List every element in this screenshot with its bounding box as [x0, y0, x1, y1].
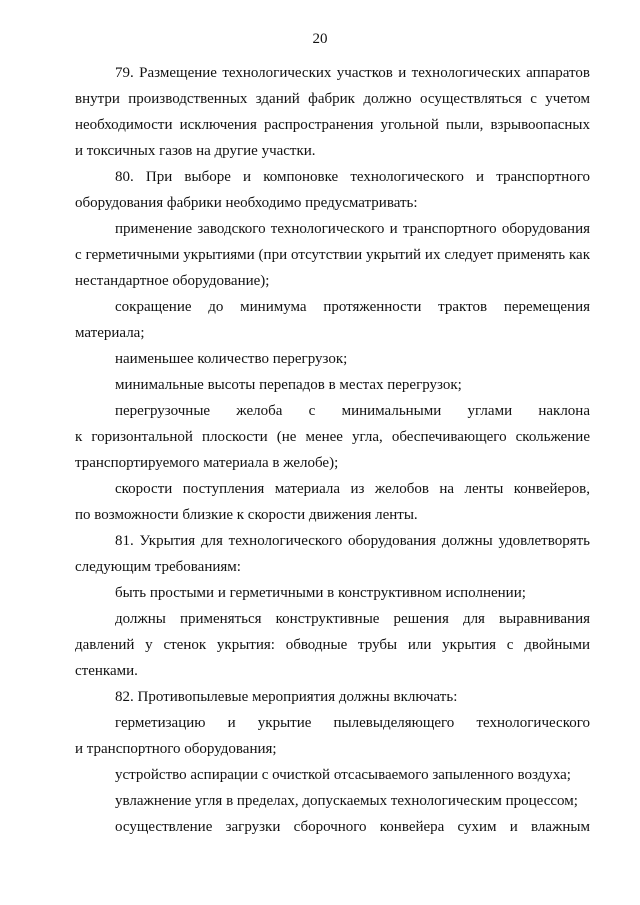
text-line: стенками. — [75, 663, 138, 679]
text-line: герметизацию и укрытие пылевыделяющего технологического — [115, 715, 590, 731]
text-line: по возможности близкие к скорости движения ленты. — [75, 507, 418, 523]
text-line: быть простыми и герметичными в конструктивном исполнении; — [115, 585, 526, 601]
text-line: сокращение до минимума протяженности трактов перемещения — [115, 299, 590, 315]
text-line: увлажнение угля в пределах, допускаемых технологическим процессом; — [115, 793, 578, 809]
text-line: применение заводского технологического и транспортного оборудования — [115, 221, 590, 237]
text-line: с герметичными укрытиями (при отсутствии укрытий их следует применять как — [75, 247, 590, 263]
text-line: наименьшее количество перегрузок; — [115, 351, 348, 367]
text-line: материала; — [75, 325, 145, 341]
text-line: следующим требованиям: — [75, 559, 241, 575]
text-line: и транспортного оборудования; — [75, 741, 277, 757]
page-number: 20 — [312, 31, 328, 47]
text-line: осуществление загрузки сборочного конвейера сухим и влажным — [115, 819, 590, 835]
text-line: 82. Противопылевые мероприятия должны включать: — [115, 689, 458, 705]
text-line: к горизонтальной плоскости (не менее угла, обеспечивающего скольжение — [75, 429, 590, 445]
text-line: внутри производственных зданий фабрик должно осуществляться с учетом — [75, 91, 590, 107]
text-line: давлений у стенок укрытия: обводные трубы или укрытия с двойными — [75, 637, 590, 653]
text-line: необходимости исключения распространения угольной пыли, взрывоопасных — [75, 117, 590, 133]
text-line: перегрузочные желоба с минимальными углами наклона — [115, 403, 590, 419]
text-line: устройство аспирации с очисткой отсасываемого запыленного воздуха; — [115, 767, 571, 783]
text-line: скорости поступления материала из желобов на ленты конвейеров, — [115, 481, 590, 497]
text-line: транспортируемого материала в желобе); — [75, 455, 339, 471]
text-line: нестандартное оборудование); — [75, 273, 270, 289]
text-line: 79. Размещение технологических участков и технологических аппаратов — [115, 65, 590, 81]
text-line: и токсичных газов на другие участки. — [75, 143, 316, 159]
document-body — [75, 60, 590, 840]
text-line: оборудования фабрики необходимо предусматривать: — [75, 195, 418, 211]
text-line: должны применяться конструктивные решения для выравнивания — [115, 611, 590, 627]
text-line: минимальные высоты перепадов в местах перегрузок; — [115, 377, 462, 393]
text-line: 80. При выборе и компоновке технологического и транспортного — [115, 169, 590, 185]
text-line: 81. Укрытия для технологического оборудования должны удовлетворять — [115, 533, 590, 549]
